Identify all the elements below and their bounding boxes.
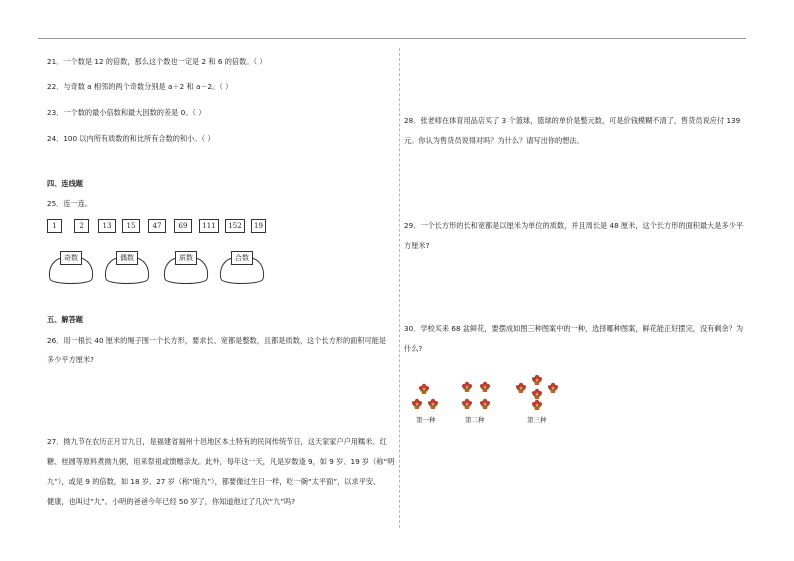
number-box: 111 [199,219,219,233]
number-box: 47 [148,219,166,233]
question-23: 23．一个数的最小倍数和最大因数的差是 0。（ ） [47,108,206,117]
question-21: 21．一个数是 12 的倍数，那么这个数也一定是 2 和 6 的倍数。（ ） [47,57,267,66]
pattern-3-flowers [516,375,558,410]
number-box: 152 [225,219,245,233]
bag-even [103,249,151,286]
number-box: 1 [47,219,62,233]
question-29-line1: 29．一个长方形的长和宽都是以厘米为单位的质数，并且周长是 48 厘米，这个长方形的面积最大是多少平 [404,221,744,230]
bag-composite [218,249,266,286]
question-30-line1: 30．学校买来 68 盆鲜花，要摆成如图三种图案中的一种，选择哪种图案，鲜花能正好摆完，没有剩余？为 [404,324,744,333]
pattern-2-flowers [462,382,490,409]
header-rule [38,38,746,39]
column-divider [399,48,400,528]
number-box: 69 [174,219,192,233]
question-22: 22．与奇数 a 相邻的两个奇数分别是 a＋2 和 a－2。（ ） [47,82,233,91]
bag-label: 奇数 [60,251,82,265]
number-box: 19 [251,219,266,233]
question-27-line1: 27．拗九节在农历正月廿九日，是福建省福州十邑地区本土特有的民间传统节日，这天家家户户用糯米、红 [47,437,387,446]
question-27-line2: 糖、桂圆等原料煮拗九粥，用来祭祖或馈赠亲友。此外，每年这一天，凡是岁数逢 9，如 9 岁、19 岁（称“明 [47,457,395,466]
section-5-heading: 五、解答题 [47,315,83,324]
flower-patterns [400,375,580,420]
pattern-1-flowers [412,384,438,409]
section-4-heading: 四、连线题 [47,179,83,188]
bag-label: 合数 [231,251,253,265]
number-box: 15 [122,219,140,233]
question-27-line4: 健康，也叫过“九”。小明的爸爸今年已经 50 岁了，你知道他过了几次“九”吗? [47,497,296,506]
bag-prime [162,249,210,286]
question-28-line2: 元。你认为售货员说得对吗？为什么？请写出你的想法。 [404,136,584,145]
bag-label: 偶数 [116,251,138,265]
question-30-line2: 什么? [404,344,423,353]
question-27-line3: 九”），或是 9 的倍数，如 18 岁、27 岁（称“暗九”），都要像过生日一样，吃一碗“太平面”，以求平安、 [47,477,381,486]
question-26-line1: 26．用一根长 40 厘米的绳子围一个长方形，要求长、宽都是整数，且都是质数，这个长方形的面积可能是 [47,336,387,345]
number-box: 2 [74,219,89,233]
question-26-line2: 多少平方厘米? [47,355,94,364]
pattern-3-caption: 第三种 [527,416,547,424]
pattern-1-caption: 第一种 [416,416,436,424]
bag-odd [47,249,95,286]
number-box: 13 [98,219,116,233]
question-24: 24．100 以内所有质数的和比所有合数的和小。（ ） [47,134,215,143]
pattern-2-caption: 第二种 [465,416,485,424]
question-29-line2: 方厘米? [404,241,430,250]
question-28-line1: 28．张老师在体育用品店买了 3 个篮球，篮球的单价是整元数，可是价钱模糊不清了，售货员说应付 139 [404,116,741,125]
bag-label: 质数 [175,251,197,265]
question-25: 25．连一连。 [47,199,93,208]
